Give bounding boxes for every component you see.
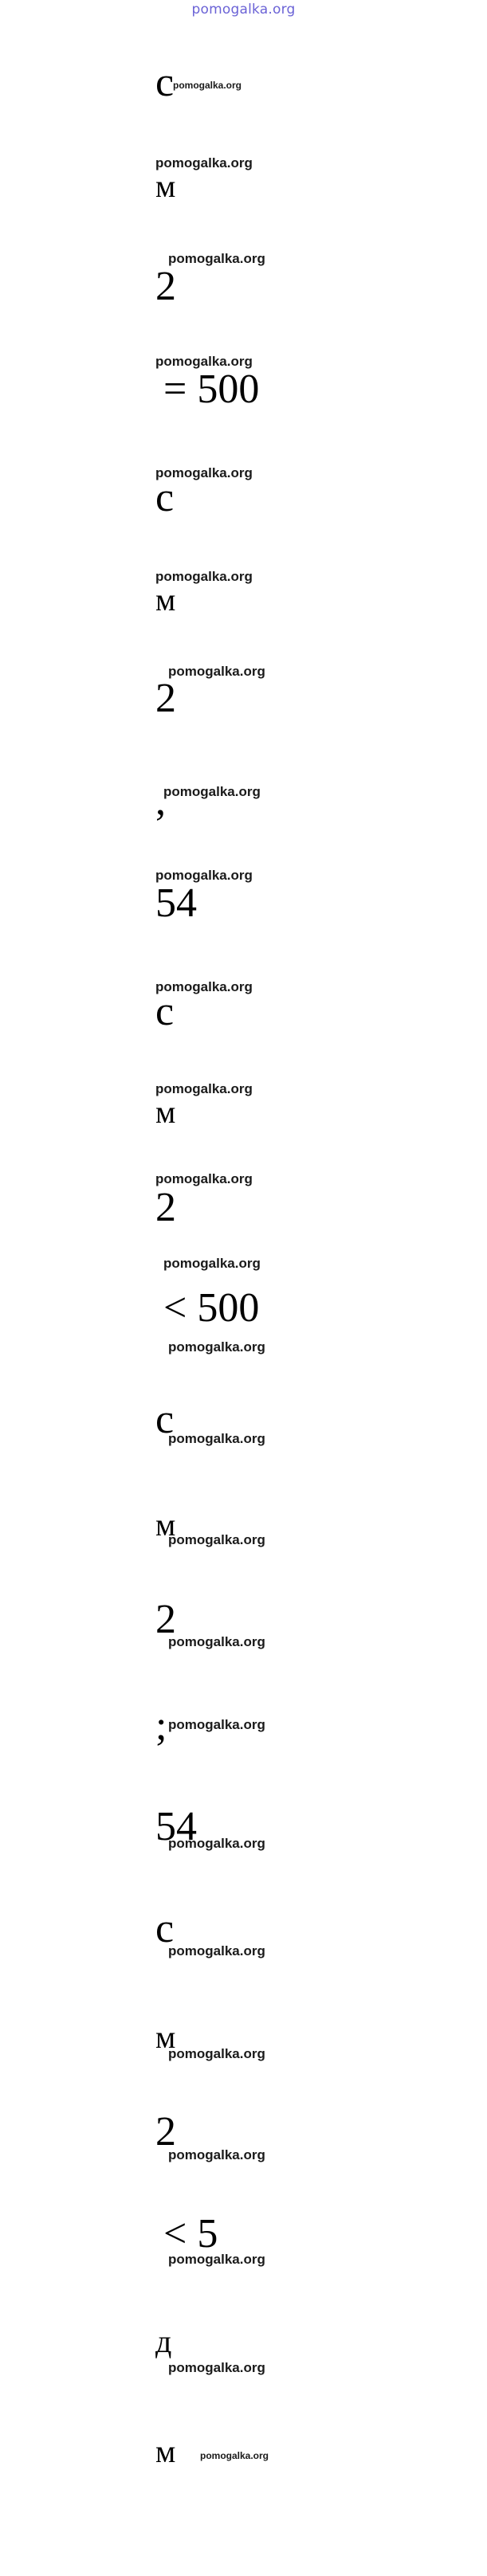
content-glyph-6: м xyxy=(155,582,176,618)
watermark: pomogalka.org xyxy=(155,569,253,584)
content-glyph-10: с xyxy=(155,989,175,1034)
watermark: pomogalka.org xyxy=(155,155,253,171)
content-glyph-4: = 500 xyxy=(163,367,260,412)
content-glyph-15: м xyxy=(155,1507,176,1543)
content-glyph-8: , xyxy=(155,778,166,824)
site-link[interactable]: pomogalka.org xyxy=(191,2,296,18)
watermark: pomogalka.org xyxy=(155,868,253,883)
watermark: pomogalka.org xyxy=(168,1836,265,1851)
content-glyph-7: 2 xyxy=(155,676,176,721)
watermark: pomogalka.org xyxy=(168,1532,265,1547)
watermark: pomogalka.org xyxy=(168,1943,265,1958)
watermark: pomogalka.org xyxy=(155,979,253,994)
watermark: pomogalka.org xyxy=(155,1171,253,1186)
content-glyph-14: с xyxy=(155,1397,175,1442)
watermark: pomogalka.org xyxy=(168,2360,265,2375)
watermark: pomogalka.org xyxy=(168,664,265,679)
watermark: pomogalka.org xyxy=(155,354,253,369)
watermark: pomogalka.org xyxy=(168,1339,265,1355)
content-glyph-16: 2 xyxy=(155,1597,176,1642)
watermark: pomogalka.org xyxy=(168,2147,265,2162)
content-glyph-22: < 5 xyxy=(163,2211,218,2256)
content-glyph-13: < 500 xyxy=(163,1285,260,1331)
watermark: pomogalka.org xyxy=(168,1717,265,1732)
watermark: pomogalka.org xyxy=(173,80,242,91)
watermark: pomogalka.org xyxy=(155,465,253,480)
content-glyph-1: с xyxy=(155,60,175,105)
watermark: pomogalka.org xyxy=(168,2252,265,2267)
content-glyph-2: м xyxy=(155,168,176,204)
content-glyph-18: 54 xyxy=(155,1804,197,1849)
content-glyph-20: м xyxy=(155,2019,176,2055)
content-glyph-9: 54 xyxy=(155,880,197,926)
content-glyph-24: м xyxy=(155,2433,176,2469)
watermark: pomogalka.org xyxy=(163,1256,261,1271)
watermark: pomogalka.org xyxy=(168,1634,265,1649)
content-glyph-12: 2 xyxy=(155,1185,176,1230)
content-glyph-5: с xyxy=(155,475,175,520)
watermark: pomogalka.org xyxy=(168,2046,265,2061)
content-glyph-3: 2 xyxy=(155,264,176,309)
watermark: pomogalka.org xyxy=(155,1081,253,1096)
watermark: pomogalka.org xyxy=(168,251,265,266)
content-glyph-19: с xyxy=(155,1906,175,1951)
content-glyph-11: м xyxy=(155,1094,176,1130)
content-glyph-21: 2 xyxy=(155,2109,176,2155)
watermark: pomogalka.org xyxy=(163,784,261,799)
watermark: pomogalka.org xyxy=(168,1431,265,1446)
watermark: pomogalka.org xyxy=(200,2450,269,2461)
content-glyph-23: д xyxy=(155,2323,172,2359)
content-glyph-17: ; xyxy=(155,1704,167,1749)
